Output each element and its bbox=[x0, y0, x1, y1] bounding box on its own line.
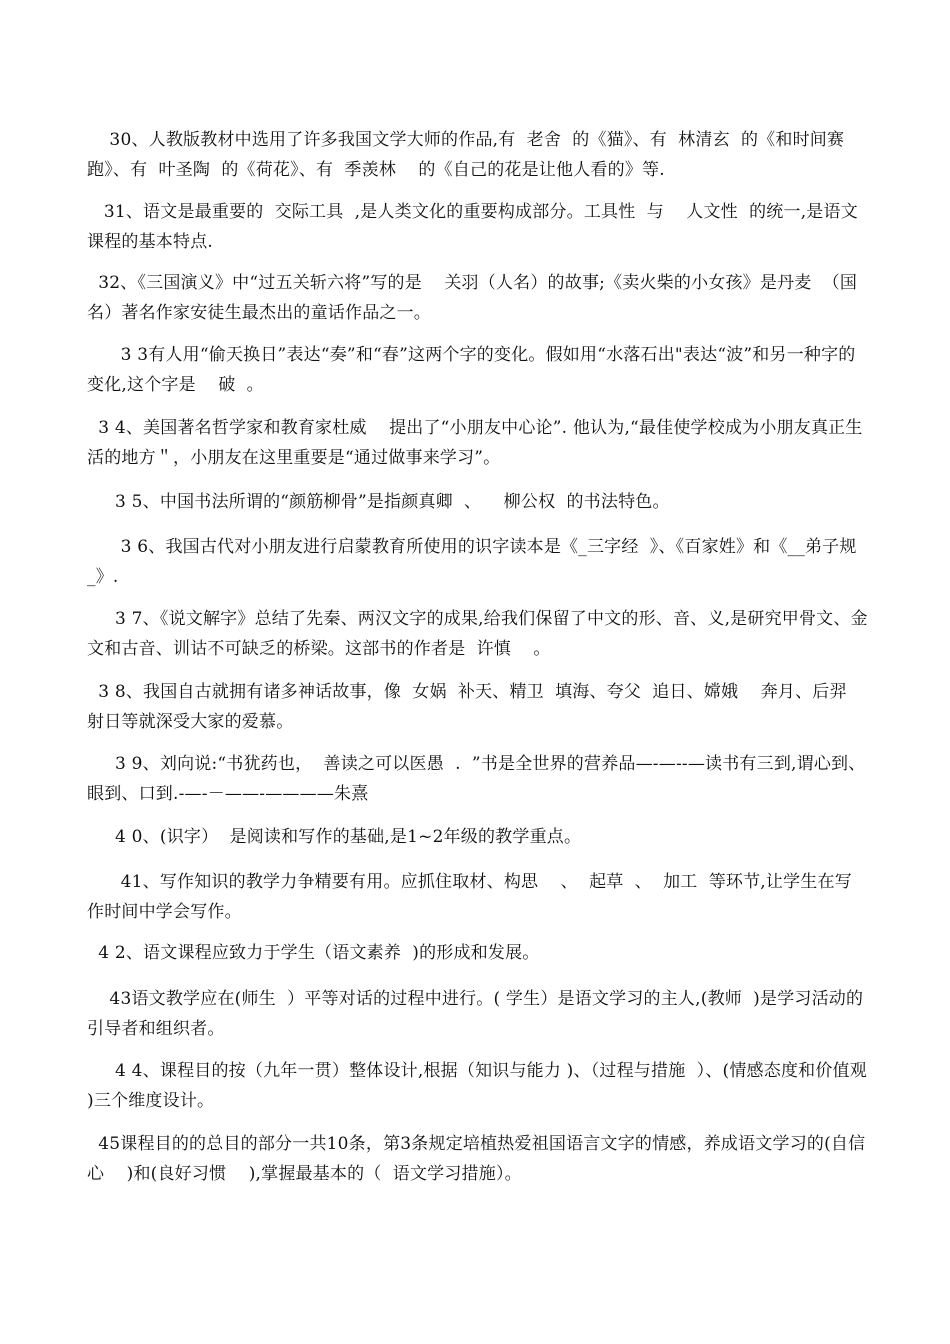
paragraph-31: 31、语文是最重要的 交际工具 ,是人类文化的重要构成部分。工具性 与 人文性 的统一,是语文课程的基本特点. bbox=[87, 202, 858, 252]
paragraph-32: 32、《三国演义》中“过五关斩六将”写的是 关羽（人名）的故事;《卖火柴的小女孩》是丹麦 （国名）著名作家安徒生最杰出的童话作品之一。 bbox=[87, 273, 858, 323]
paragraph-37: 3 7、《说文解字》总结了先秦、两汉文字的成果,给我们保留了中文的形、音、义,是研究甲骨文、金文和古音、训诂不可缺乏的桥梁。这部书的作者是 许慎 。 bbox=[87, 609, 868, 659]
paragraph-45: 45课程目的的总目的部分一共10条，第3条规定培植热爱祖国语言文字的情感，养成语文学习的(自信心 )和(良好习惯 ),掌握最基本的（ 语文学习措施）。 bbox=[87, 1134, 866, 1184]
paragraph-35: 3 5、中国书法所谓的“颜筋柳骨”是指颜真卿 、 柳公权 的书法特色。 bbox=[87, 492, 670, 512]
paragraph-33: 3 3有人用“偷天换日”表达“奏”和“春”这两个字的变化。假如用“水落石出"表达“波”和另一种字的变化,这个字是 破 。 bbox=[87, 345, 856, 395]
paragraph-40: 4 0、(识字） 是阅读和写作的基础,是1~2年级的教学重点。 bbox=[87, 827, 582, 847]
paragraph-39: 3 9、刘向说:“书犹药也， 善读之可以医愚 . ”书是全世界的营养品—-—--—读书有三到,谓心到、眼到、口到.-—-－——-————朱熹 bbox=[87, 754, 866, 804]
paragraph-41: 41、写作知识的教学力争精要有用。应抓住取材、构思 、 起草 、 加工 等环节,让学生在写作时间中学会写作。 bbox=[87, 872, 852, 922]
paragraph-44: 4 4、课程目的按（九年一贯）整体设计,根据（知识与能力 )、（过程与措施 ）、(情感态度和价值观 )三个维度设计。 bbox=[87, 1061, 879, 1111]
paragraph-38: 3 8、我国自古就拥有诸多神话故事，像 女娲 补天、精卫 填海、夸父 追日、嫦娥 奔月、后羿 射日等就深受大家的爱慕。 bbox=[87, 682, 858, 732]
paragraph-36: 3 6、我国古代对小朋友进行启蒙教育所使用的识字读本是《_三字经 》、《百家姓》和《__弟子规_》. bbox=[87, 537, 857, 587]
paragraph-30: 30、人教版教材中选用了许多我国文学大师的作品,有 老舍 的《猫》、有 林清玄 的《和时间赛跑》、有 叶圣陶 的《荷花》、有 季羡林 的《自己的花是让他人看的》等. bbox=[87, 130, 845, 180]
paragraph-42: 4 2、语文课程应致力于学生（语文素养 )的形成和发展。 bbox=[87, 943, 540, 963]
paragraph-34: 3 4、美国著名哲学家和教育家杜威 提出了“小朋友中心论”. 他认为,“最佳使学校成为小朋友真正生活的地方＂，小朋友在这里重要是“通过做事来学习”。 bbox=[87, 418, 863, 468]
paragraph-43: 43语文教学应在(师生 ）平等对话的过程中进行。( 学生）是语文学习的主人,(教师 )是学习活动的引导者和组织者。 bbox=[87, 989, 864, 1039]
